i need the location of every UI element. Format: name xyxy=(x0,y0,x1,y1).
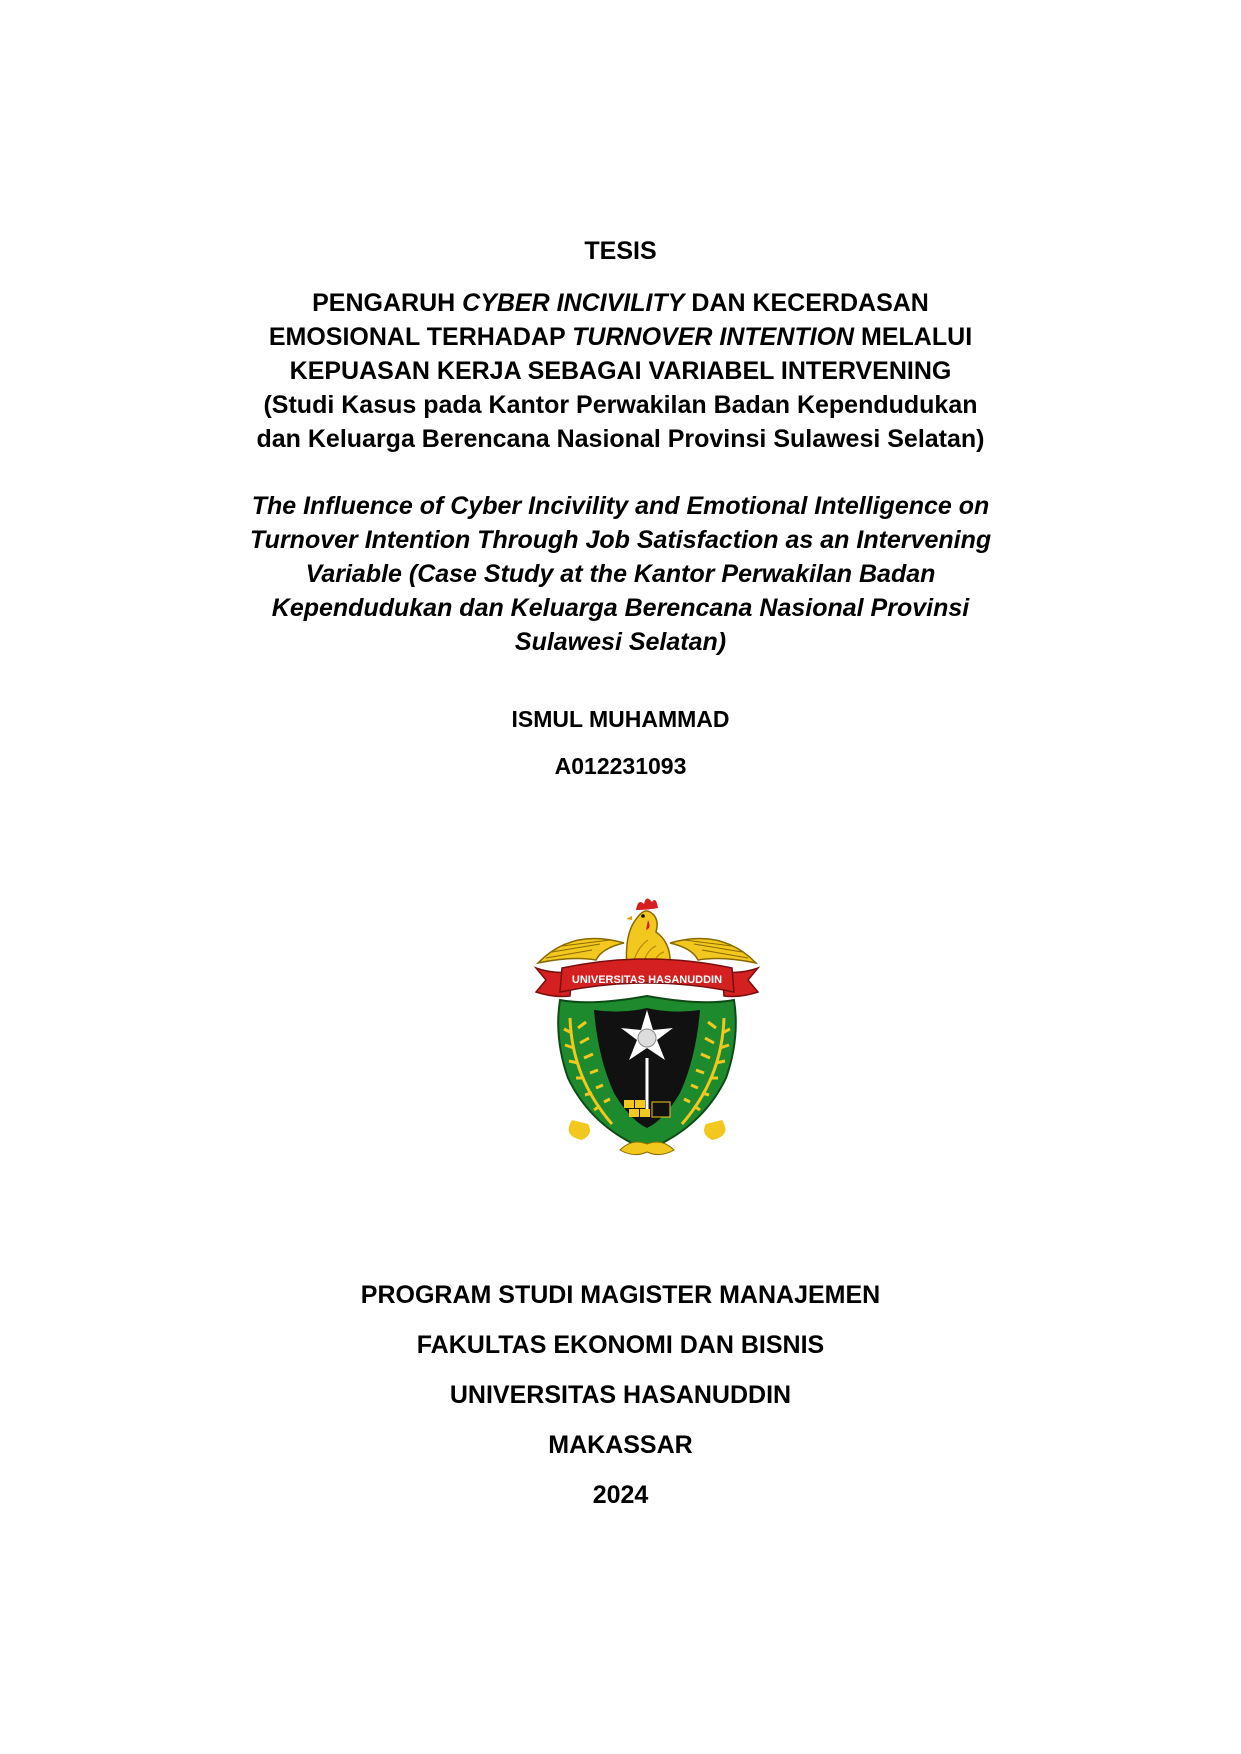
footer-university: UNIVERSITAS HASANUDDIN xyxy=(449,1381,792,1409)
universitas-hasanuddin-emblem-icon xyxy=(532,888,762,1168)
title-english xyxy=(0,489,1241,659)
title-en-line-2: Turnover Intention Through Job Satisfaction as an Intervening xyxy=(249,526,992,554)
title-en-line-4: Kependudukan dan Keluarga Berencana Nasional Provinsi xyxy=(271,594,970,622)
title-id-text: DAN KECERDASAN xyxy=(684,289,929,317)
title-id-line-2 xyxy=(0,320,1241,354)
document-type: TESIS xyxy=(584,237,657,265)
title-id-line-4: (Studi Kasus pada Kantor Perwakilan Badan Kependudukan xyxy=(263,391,978,419)
title-id-italic-term: TURNOVER INTENTION xyxy=(572,323,855,351)
student-id: A012231093 xyxy=(554,753,687,779)
emblem-ribbon-text: UNIVERSITAS HASANUDDIN xyxy=(571,974,723,986)
title-en-line-3: Variable (Case Study at the Kantor Perwakilan Badan xyxy=(305,560,936,588)
footer-city: MAKASSAR xyxy=(548,1431,693,1459)
title-indonesian xyxy=(0,286,1241,456)
title-en-line-1: The Influence of Cyber Incivility and Emotional Intelligence on xyxy=(251,492,990,520)
title-id-text: EMOSIONAL TERHADAP xyxy=(268,323,573,351)
footer-year: 2024 xyxy=(592,1481,649,1509)
title-id-text: MELALUI xyxy=(854,323,973,351)
title-id-line-3: KEPUASAN KERJA SEBAGAI VARIABEL INTERVENING xyxy=(289,357,952,385)
author-name: ISMUL MUHAMMAD xyxy=(511,706,730,732)
footer-program: PROGRAM STUDI MAGISTER MANAJEMEN xyxy=(360,1281,881,1309)
footer-faculty: FAKULTAS EKONOMI DAN BISNIS xyxy=(416,1331,825,1359)
title-en-line-5: Sulawesi Selatan) xyxy=(514,628,727,656)
title-id-text: PENGARUH xyxy=(312,289,463,317)
title-id-line-5: dan Keluarga Berencana Nasional Provinsi Sulawesi Selatan) xyxy=(256,425,985,453)
institution-footer xyxy=(0,1280,1241,1530)
title-id-line-1 xyxy=(0,286,1241,320)
title-id-italic-term: CYBER INCIVILITY xyxy=(462,289,685,317)
